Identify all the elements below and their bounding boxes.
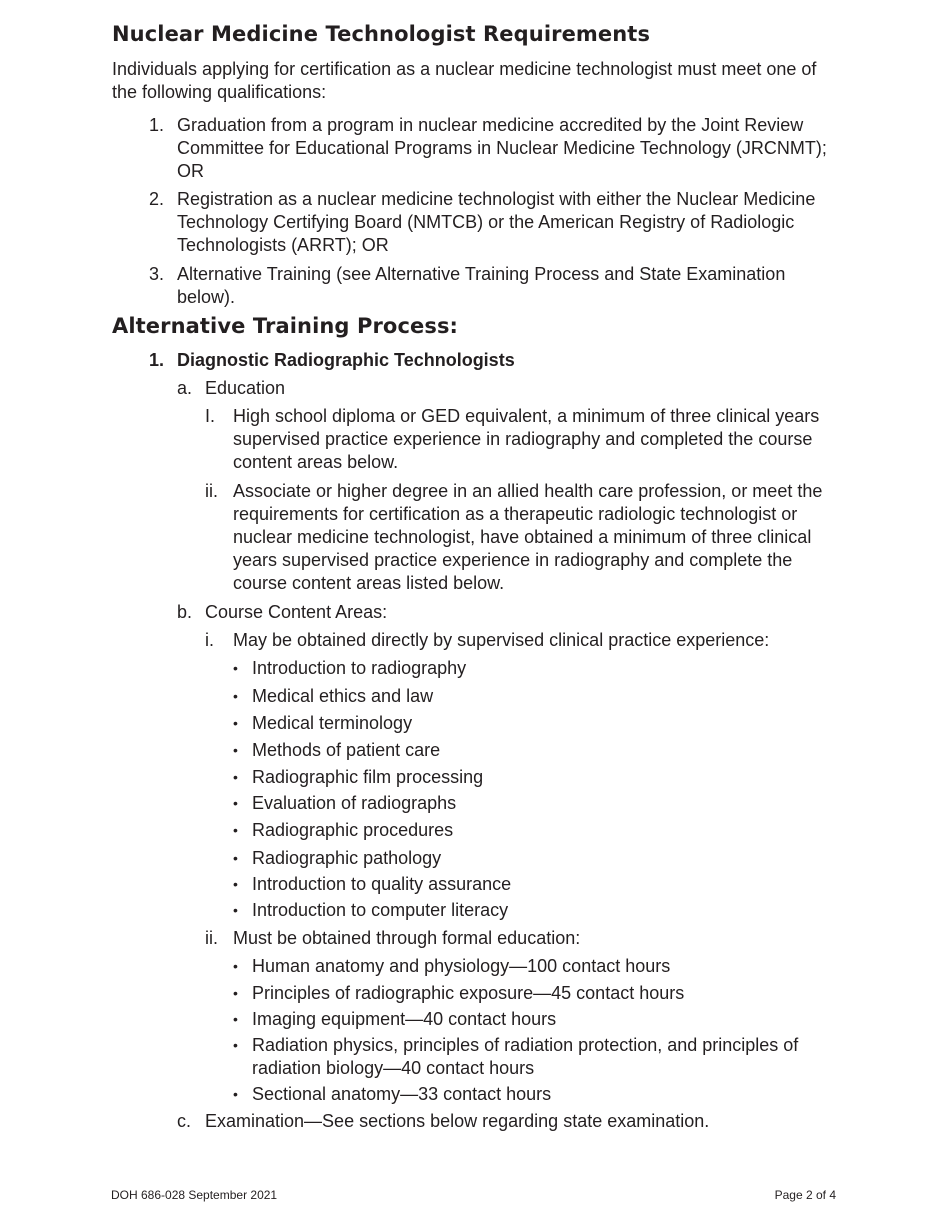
subsection-c	[177, 1110, 817, 1133]
bullet-icon: •	[233, 1037, 238, 1053]
section1-title: Diagnostic Radiographic Technologists	[177, 350, 515, 370]
bullet-item	[233, 1034, 818, 1080]
education-item	[205, 405, 830, 475]
content-area-ii	[205, 927, 825, 950]
bullet-item	[233, 792, 733, 815]
bullet-icon: •	[233, 742, 238, 758]
list-text: Alternative Training (see Alternative Training Process and State Examination below).	[177, 264, 786, 307]
bullet-item	[233, 712, 733, 735]
bullet-text: Radiographic procedures	[252, 820, 454, 840]
bullet-icon: •	[233, 769, 238, 785]
list-number: 3.	[149, 264, 165, 284]
bullet-icon: •	[233, 688, 238, 704]
bullet-text: Sectional anatomy—33 contact hours	[252, 1084, 552, 1104]
bullet-text: Introduction to radiography	[252, 658, 467, 678]
list-letter: c.	[177, 1111, 192, 1131]
bullet-text: Medical terminology	[252, 713, 413, 733]
subsection-b	[177, 601, 477, 624]
intro-paragraph: Individuals applying for certification as a nuclear medicine technologist must meet one of the following qualifications:	[112, 59, 817, 102]
bullet-item	[233, 982, 813, 1005]
list-text: May be obtained directly by supervised clinical practice experience:	[233, 630, 770, 650]
list-roman: ii.	[205, 928, 218, 948]
bullet-text: Evaluation of radiographs	[252, 793, 457, 813]
footer-page-number: Page 2 of 4	[774, 1188, 836, 1202]
list-roman: ii.	[205, 481, 218, 501]
bullet-text: Radiation physics, principles of radiation protection, and principles of radiation biology—40 contact hours	[252, 1035, 799, 1078]
education-item	[205, 480, 833, 596]
bullet-item	[233, 899, 733, 922]
list-roman: I.	[205, 406, 216, 426]
list-roman: i.	[205, 630, 214, 650]
bullet-text: Medical ethics and law	[252, 686, 434, 706]
bullet-item	[233, 657, 733, 680]
bullet-text: Radiographic pathology	[252, 848, 442, 868]
bullet-text: Methods of patient care	[252, 740, 441, 760]
list-letter: a.	[177, 378, 193, 398]
section1-heading	[149, 349, 649, 372]
bullet-icon: •	[233, 1011, 238, 1027]
bullet-text: Human anatomy and physiology—100 contact hours	[252, 956, 671, 976]
list-text: Must be obtained through formal education:	[233, 928, 581, 948]
subsection-a	[177, 377, 477, 400]
list-number: 1.	[149, 350, 165, 370]
bullet-icon: •	[233, 1086, 238, 1102]
subsection-a-title: Education	[205, 378, 286, 398]
subsection-b-title: Course Content Areas:	[205, 602, 388, 622]
list-text: Graduation from a program in nuclear medicine accredited by the Joint Review Committee for Educational Programs in Nuclear Medicine Technology (JRCNMT); OR	[177, 115, 827, 181]
bullet-icon: •	[233, 715, 238, 731]
page-title: Nuclear Medicine Technologist Requirements	[112, 22, 651, 46]
bullet-text: Imaging equipment—40 contact hours	[252, 1009, 557, 1029]
qualification-item	[112, 263, 843, 310]
list-text: High school diploma or GED equivalent, a minimum of three clinical years supervised practice experience in radiography and completed the course content areas below.	[233, 406, 820, 472]
bullet-text: Radiographic film processing	[252, 767, 484, 787]
bullet-item	[233, 847, 733, 870]
bullet-item	[233, 1008, 813, 1031]
bullet-item	[233, 685, 733, 708]
list-letter: b.	[177, 602, 193, 622]
content-area-i	[205, 629, 825, 652]
bullet-icon: •	[233, 958, 238, 974]
section-heading: Alternative Training Process:	[112, 314, 459, 338]
bullet-item	[233, 1083, 813, 1106]
list-number: 1.	[149, 115, 165, 135]
footer-form-id: DOH 686-028 September 2021	[111, 1188, 278, 1202]
list-text: Registration as a nuclear medicine technologist with either the Nuclear Medicine Technology Certifying Board (NMTCB) or the American Registry of Radiologic Technologists (ARRT); OR	[177, 189, 816, 255]
bullet-icon: •	[233, 660, 238, 676]
qualification-item	[112, 114, 843, 184]
bullet-item	[233, 739, 733, 762]
bullet-icon: •	[233, 985, 238, 1001]
bullet-icon: •	[233, 822, 238, 838]
bullet-icon: •	[233, 850, 238, 866]
bullet-icon: •	[233, 876, 238, 892]
qualification-item	[112, 188, 843, 258]
bullet-item	[233, 819, 733, 842]
list-number: 2.	[149, 189, 165, 209]
bullet-text: Introduction to quality assurance	[252, 874, 512, 894]
bullet-item	[233, 873, 733, 896]
bullet-text: Introduction to computer literacy	[252, 900, 509, 920]
bullet-text: Principles of radiographic exposure—45 contact hours	[252, 983, 685, 1003]
bullet-item	[233, 766, 733, 789]
subsection-c-text: Examination—See sections below regarding state examination.	[205, 1111, 710, 1131]
list-text: Associate or higher degree in an allied health care profession, or meet the requirements for certification as a therapeutic radiologic technologist or nuclear medicine technologist, have obtained a minimum of three clinical years supervised practice experience in radiography and complete the course content areas listed below.	[233, 481, 823, 593]
bullet-item	[233, 955, 813, 978]
bullet-icon: •	[233, 902, 238, 918]
bullet-icon: •	[233, 795, 238, 811]
